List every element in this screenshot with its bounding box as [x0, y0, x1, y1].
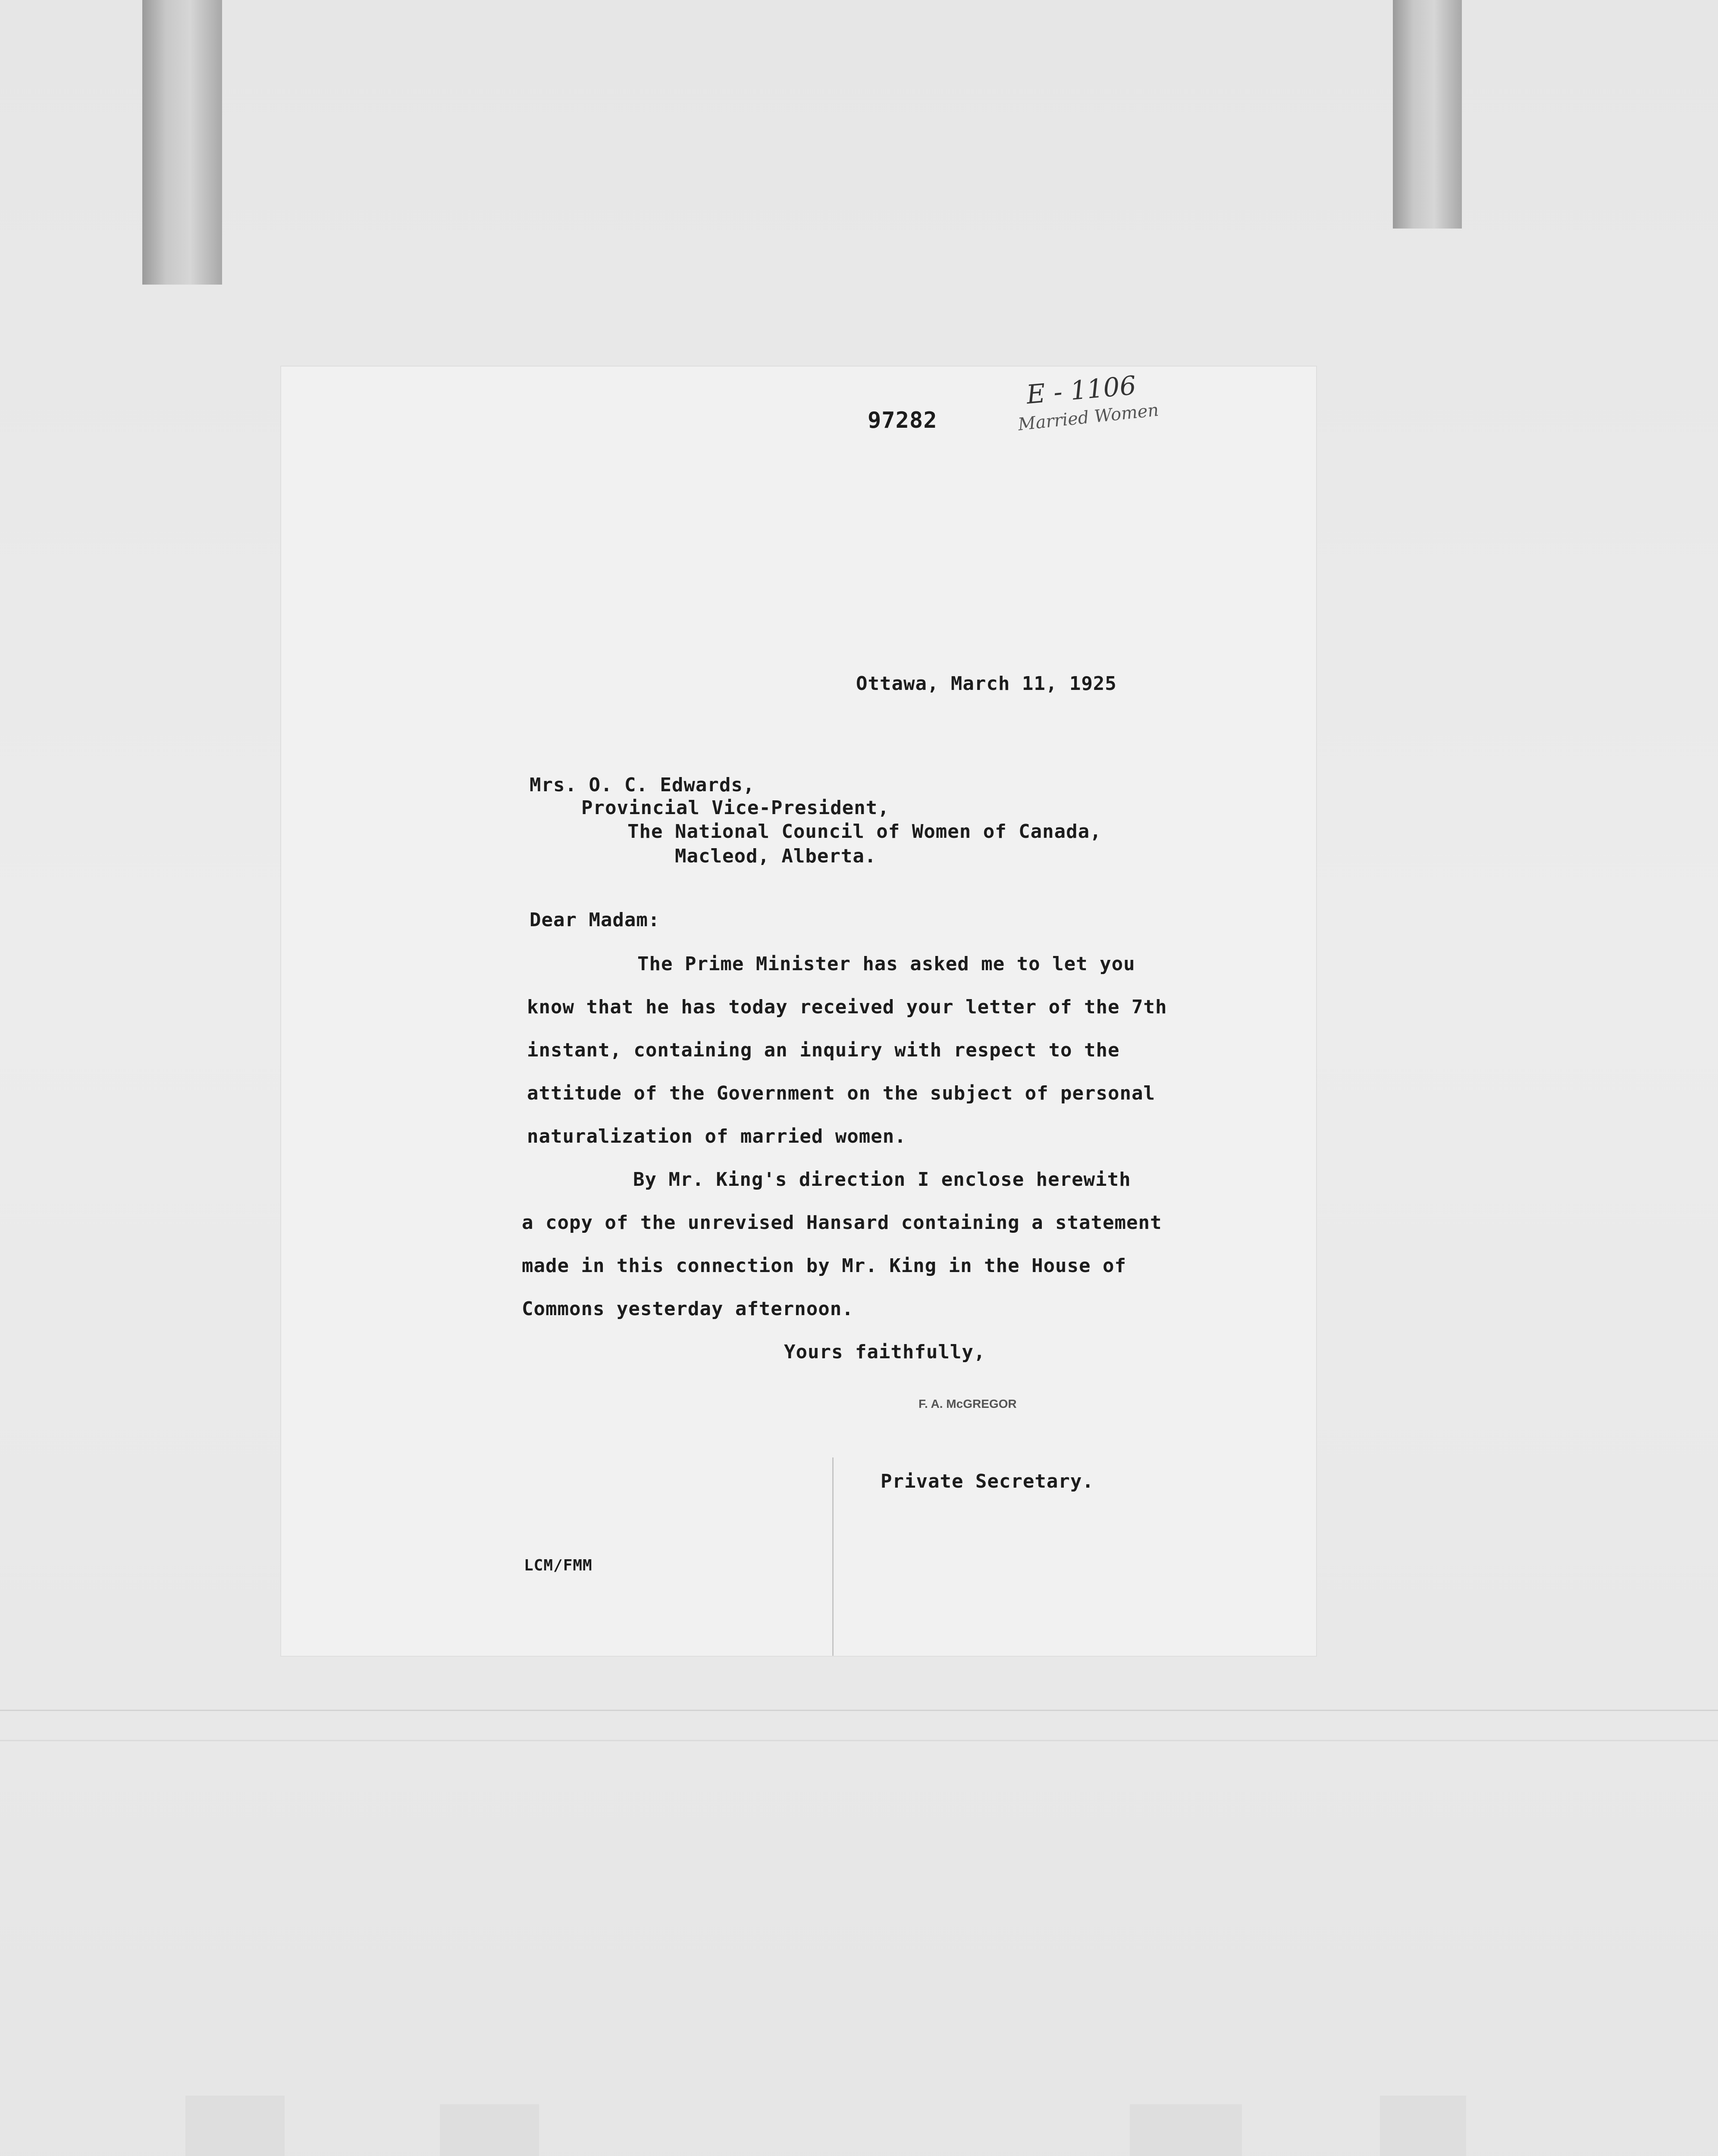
signatory-title: Private Secretary.: [881, 1470, 1094, 1492]
mounting-tape: [1393, 0, 1462, 229]
scan-divider: [0, 1740, 1718, 1741]
mounting-tape: [1130, 2104, 1242, 2156]
handwritten-file-code: E - 1106: [1025, 370, 1138, 410]
handwritten-subject: Married Women: [1017, 400, 1160, 435]
body-line: naturalization of married women.: [527, 1125, 906, 1147]
body-line: a copy of the unrevised Hansard containing a statement: [522, 1212, 1162, 1234]
recipient-name: Mrs. O. C. Edwards,: [530, 774, 755, 796]
body-line: instant, containing an inquiry with respect to the: [527, 1039, 1120, 1061]
recipient-organization: The National Council of Women of Canada,: [627, 821, 1102, 843]
mounting-tape: [142, 0, 222, 285]
body-line: The Prime Minister has asked me to let you: [637, 953, 1135, 975]
dateline: Ottawa, March 11, 1925: [856, 673, 1117, 695]
recipient-address: Macleod, Alberta.: [675, 845, 877, 867]
scan-divider: [0, 1710, 1718, 1711]
file-number: 97282: [868, 407, 937, 433]
body-line: Commons yesterday afternoon.: [522, 1298, 854, 1320]
body-line: attitude of the Government on the subject of personal: [527, 1082, 1155, 1104]
salutation: Dear Madam:: [530, 909, 660, 931]
fold-crease: [832, 1457, 834, 1656]
body-line: know that he has today received your letter of the 7th: [527, 996, 1167, 1018]
mounting-tape: [185, 2096, 285, 2156]
body-line: By Mr. King's direction I enclose herewith: [633, 1169, 1131, 1191]
recipient-title: Provincial Vice-President,: [581, 797, 890, 819]
closing: Yours faithfully,: [784, 1341, 986, 1363]
mounting-tape: [440, 2104, 539, 2156]
body-line: made in this connection by Mr. King in the House of: [522, 1255, 1127, 1277]
reference-initials: LCM/FMM: [524, 1557, 593, 1574]
mounting-tape: [1380, 2096, 1466, 2156]
signature-stamp: F. A. McGREGOR: [919, 1397, 1017, 1410]
